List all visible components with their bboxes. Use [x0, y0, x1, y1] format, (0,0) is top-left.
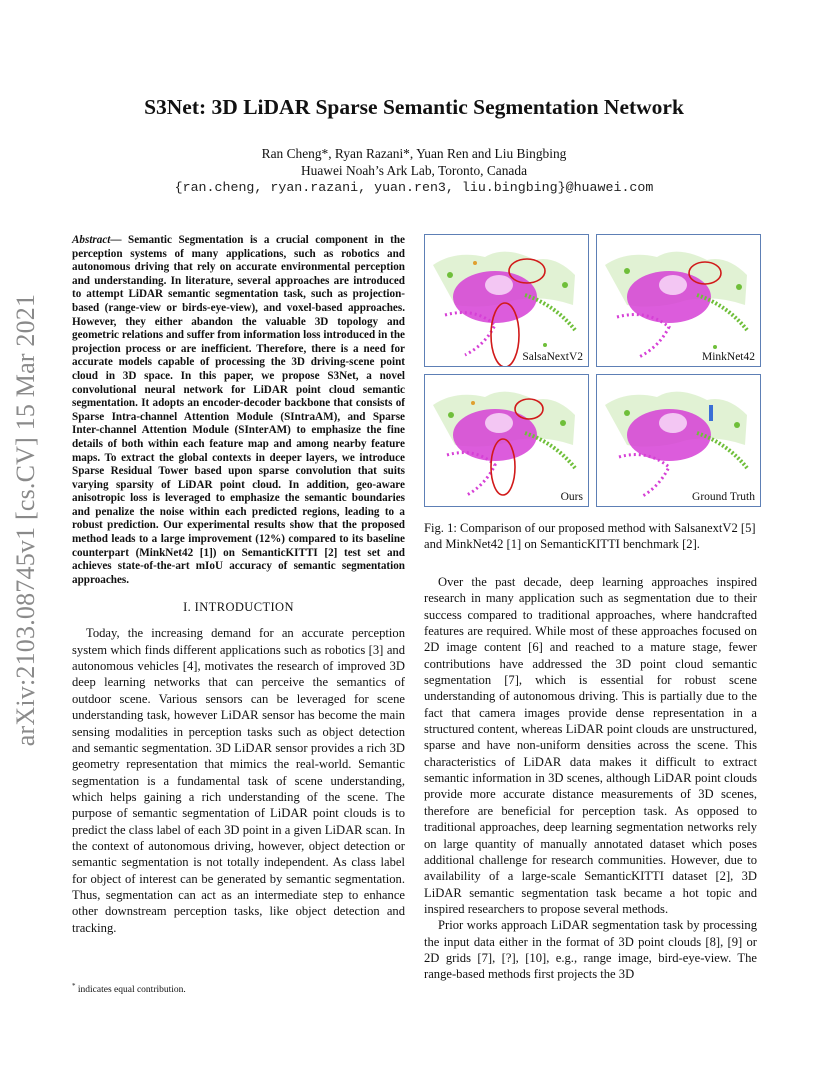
figure-panel-ground-truth	[596, 374, 761, 507]
figure-panel-salsanextv2	[424, 234, 589, 367]
author-names: Ran Cheng*, Ryan Razani*, Yuan Ren and Liu Bingbing	[261, 146, 567, 161]
figure-panel-minknet42	[596, 234, 761, 367]
point-cloud-image	[425, 235, 589, 367]
author-emails: {ran.cheng, ryan.razani, yuan.ren3, liu.bingbing}@huawei.com	[174, 180, 654, 195]
point-cloud-scene	[605, 392, 747, 497]
abstract-label: Abstract	[72, 234, 111, 246]
arxiv-stamp-text: arXiv:2103.08745v1 [cs.CV] 15 Mar 2021	[11, 293, 40, 747]
point-cloud-image	[425, 375, 589, 507]
footnote-mark: *	[72, 982, 76, 990]
point-cloud-image	[597, 235, 761, 367]
abstract	[72, 234, 405, 587]
paper-title: S3Net: 3D LiDAR Sparse Semantic Segmentation Network	[144, 95, 684, 119]
panel-label: Ground Truth	[692, 491, 755, 503]
footnote	[72, 982, 186, 995]
point-cloud-scene	[433, 392, 575, 495]
abstract-text: — Semantic Segmentation is a crucial component in the perception systems of many applications, such as robotics and autonomous driving that rely on accurate environmental perception and understanding. In literature, several approaches are introduced to attempt LiDAR semantic segmentation task, such as projection-based (range-view or birds-eye-view), and voxel-based approaches. However, they either abandon the valuable 3D topology and geometric relations and suffer from information loss introduced in the projection process or are inefficient. Therefore, there is a need for accurate models capable of processing the 3D driving-scene point cloud in 3D space. In this paper, we propose S3Net, a novel convolutional neural network for LiDAR point cloud semantic segmentation. It adopts an encoder-decoder backbone that consists of Sparse Intra-channel Attention Module (SIntraAM), and Sparse Inter-channel Attention Module (SInterAM) to emphasize the fine details of both within each feature map and among nearby feature maps. To extract the global contexts in deeper layers, we introduce Sparse Residual Tower based upon sparse convolution that suits varying sparsity of LiDAR point cloud. In addition, geo-aware anisotropic loss is leveraged to emphasize the semantic boundaries and penalize the noise within each predicted regions, leading to a robust prediction. Our experimental results show that the proposed method leads to a large improvement (12%) compared to its baseline counterpart (MinkNet42 [1]) on SemanticKITTI [2] test set and achieves state-of-the-art mIoU accuracy of semantic segmentation approaches.	[72, 234, 405, 586]
figure-1-caption: Fig. 1: Comparison of our proposed method with SalsanextV2 [5] and MinkNet42 [1] on SemanticKITTI benchmark [2].	[424, 521, 756, 552]
section-heading-introduction: I. INTRODUCTION	[183, 600, 294, 615]
point-cloud-scene	[605, 252, 747, 357]
right-column	[424, 574, 757, 983]
intro-paragraph-3: Prior works approach LiDAR segmentation task by processing the input data either in the format of 3D point clouds [8], [9] or 2D grids [7], [?], [10], e.g., range image, bird-eye-view. The range-based methods first projects the 3D	[424, 918, 757, 982]
author-block	[80, 145, 748, 179]
arxiv-stamp	[2, 280, 50, 760]
panel-label: SalsaNextV2	[522, 351, 583, 363]
intro-paragraph-1: Today, the increasing demand for an accurate perception system which finds different applications such as robotics [3] and autonomous vehicles [4], motivates the research of improved 3D deep learning networks that can perceive the semantics of outdoor scene. Various sensors can be leveraged for scene understanding task, however LiDAR sensor has become the main sensing modalities in perception tasks such as object detection and semantic segmentation. 3D LiDAR sensor provides a rich 3D geometry representation that mimics the real-world. Semantic segmentation is a fundamental task of scene understanding, which helps gaining a rich understanding of the scene. The purpose of semantic segmentation of LiDAR point clouds is to predict the class label of each 3D point in a given LiDAR scan. In the context of autonomous driving, however, object detection or semantic segmentation is not totally independent. As class label for object of interest can be generated by semantic segmentation. Thus, segmentation can act as an intermediate step to enhance other downstream perception tasks, like object detection and tracking.	[72, 626, 405, 935]
figure-1	[424, 234, 762, 510]
intro-paragraph-2: Over the past decade, deep learning approaches inspired research in many application such as segmentation due to their success compared to traditional approaches, where handcrafted features are required. While most of these approaches focused on 2D image content [6] and reached to a mature stage, fewer contributions have addressed the 3D point cloud semantic segmentation [7], which is essential for robust scene understanding of autonomous driving. This is partially due to the fact that camera images provide dense representation in a structured content, whereas LiDAR point clouds are unstructured, sparse and have non-uniform densities across the scene. This characteristics of LiDAR data makes it difficult to extract semantic information in 3D scenes, although LiDAR point clouds provide more accurate distance measurements of 3D scenes, therefore are beneficial for perception task. As opposed to traditional approaches, deep learning segmentation networks rely on large quantity of manually annotated dataset which poses additional challenge for research communities. However, due to availability of a large-scale SemanticKITTI dataset [2], 3D LiDAR semantic segmentation task became a hot topic and inspired researchers to propose several methods.	[424, 575, 757, 916]
panel-label: Ours	[560, 491, 583, 503]
panel-label: MinkNet42	[701, 351, 755, 363]
affiliation: Huawei Noah’s Ark Lab, Toronto, Canada	[300, 163, 528, 178]
left-column	[72, 234, 405, 936]
point-cloud-image	[597, 375, 761, 507]
figure-panel-ours	[424, 374, 589, 507]
footnote-text: indicates equal contribution.	[75, 985, 186, 996]
